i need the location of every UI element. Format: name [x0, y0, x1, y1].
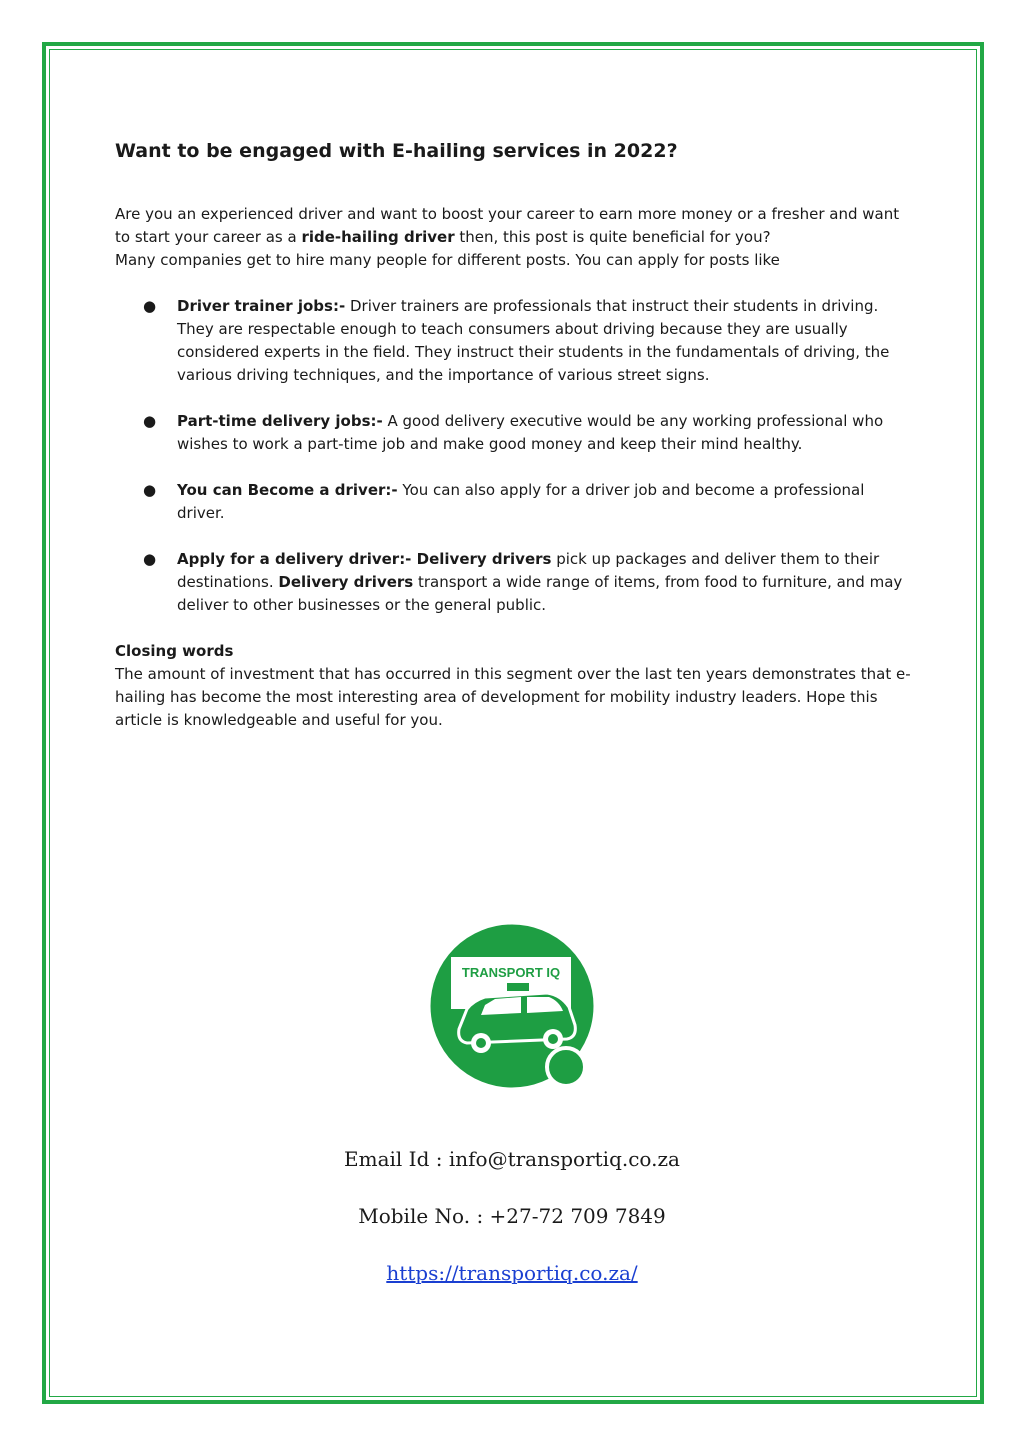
contact-mobile: Mobile No. : +27-72 709 7849	[358, 1204, 666, 1228]
list-item-text: pick up packages and deliver them to their destinations.	[177, 550, 880, 591]
list-item-text: A good delivery executive would be any working professional who wishes to work a part-time job and make good money and keep their mind healthy.	[177, 412, 884, 453]
list-item-title: Part-time delivery jobs:-	[177, 412, 383, 430]
bullet-icon: ●	[143, 550, 157, 568]
intro-paragraph	[115, 203, 915, 272]
job-list	[115, 295, 915, 617]
intro-line-2: Many companies get to hire many people for different posts. You can apply for posts like	[115, 251, 780, 269]
list-item	[115, 295, 915, 387]
contact-email: Email Id : info@transportiq.co.za	[344, 1147, 680, 1171]
list-item-title: Apply for a delivery driver:-	[177, 550, 412, 568]
intro-text-2: then, this post is quite beneficial for you?	[454, 228, 771, 246]
list-item-bold: Delivery drivers	[278, 573, 414, 591]
closing-section	[115, 640, 915, 732]
list-item	[115, 479, 915, 525]
article	[115, 136, 915, 732]
transport-iq-logo	[429, 921, 599, 1091]
closing-title: Closing words	[115, 642, 234, 660]
list-item-text: You can also apply for a driver job and become a professional driver.	[177, 481, 865, 522]
list-item	[115, 548, 915, 617]
list-item-title: You can Become a driver:-	[177, 481, 398, 499]
logo-dot	[547, 1048, 585, 1086]
list-item-title: Driver trainer jobs:-	[177, 297, 346, 315]
list-item-text: Driver trainers are professionals that instruct their students in driving. They are respectable enough to teach consumers about driving because they are usually considered experts in the field. They instruct their students in the fundamentals of driving, the various driving techniques, and the importance of various street signs.	[177, 297, 890, 384]
closing-text: The amount of investment that has occurred in this segment over the last ten years demonstrates that e-hailing has become the most interesting area of development for mobility industry leaders. Hope this article is knowledgeable and useful for you.	[115, 665, 911, 729]
intro-bold: ride-hailing driver	[301, 228, 455, 246]
bullet-icon: ●	[143, 481, 157, 499]
bullet-icon: ●	[143, 412, 157, 430]
article-heading: Want to be engaged with E-hailing services in 2022?	[115, 140, 678, 162]
list-item-text: transport a wide range of items, from food to furniture, and may deliver to other businesses or the general public.	[177, 573, 903, 614]
website-link[interactable]: https://transportiq.co.za/	[386, 1261, 638, 1285]
intro-text-1: Are you an experienced driver and want to boost your career to earn more money or a fresher and want to start your career as a	[115, 205, 900, 246]
list-item	[115, 410, 915, 456]
bullet-icon: ●	[143, 297, 157, 315]
list-item-bold: Delivery drivers	[411, 550, 552, 568]
logo-text: TRANSPORT IQ	[461, 965, 561, 980]
